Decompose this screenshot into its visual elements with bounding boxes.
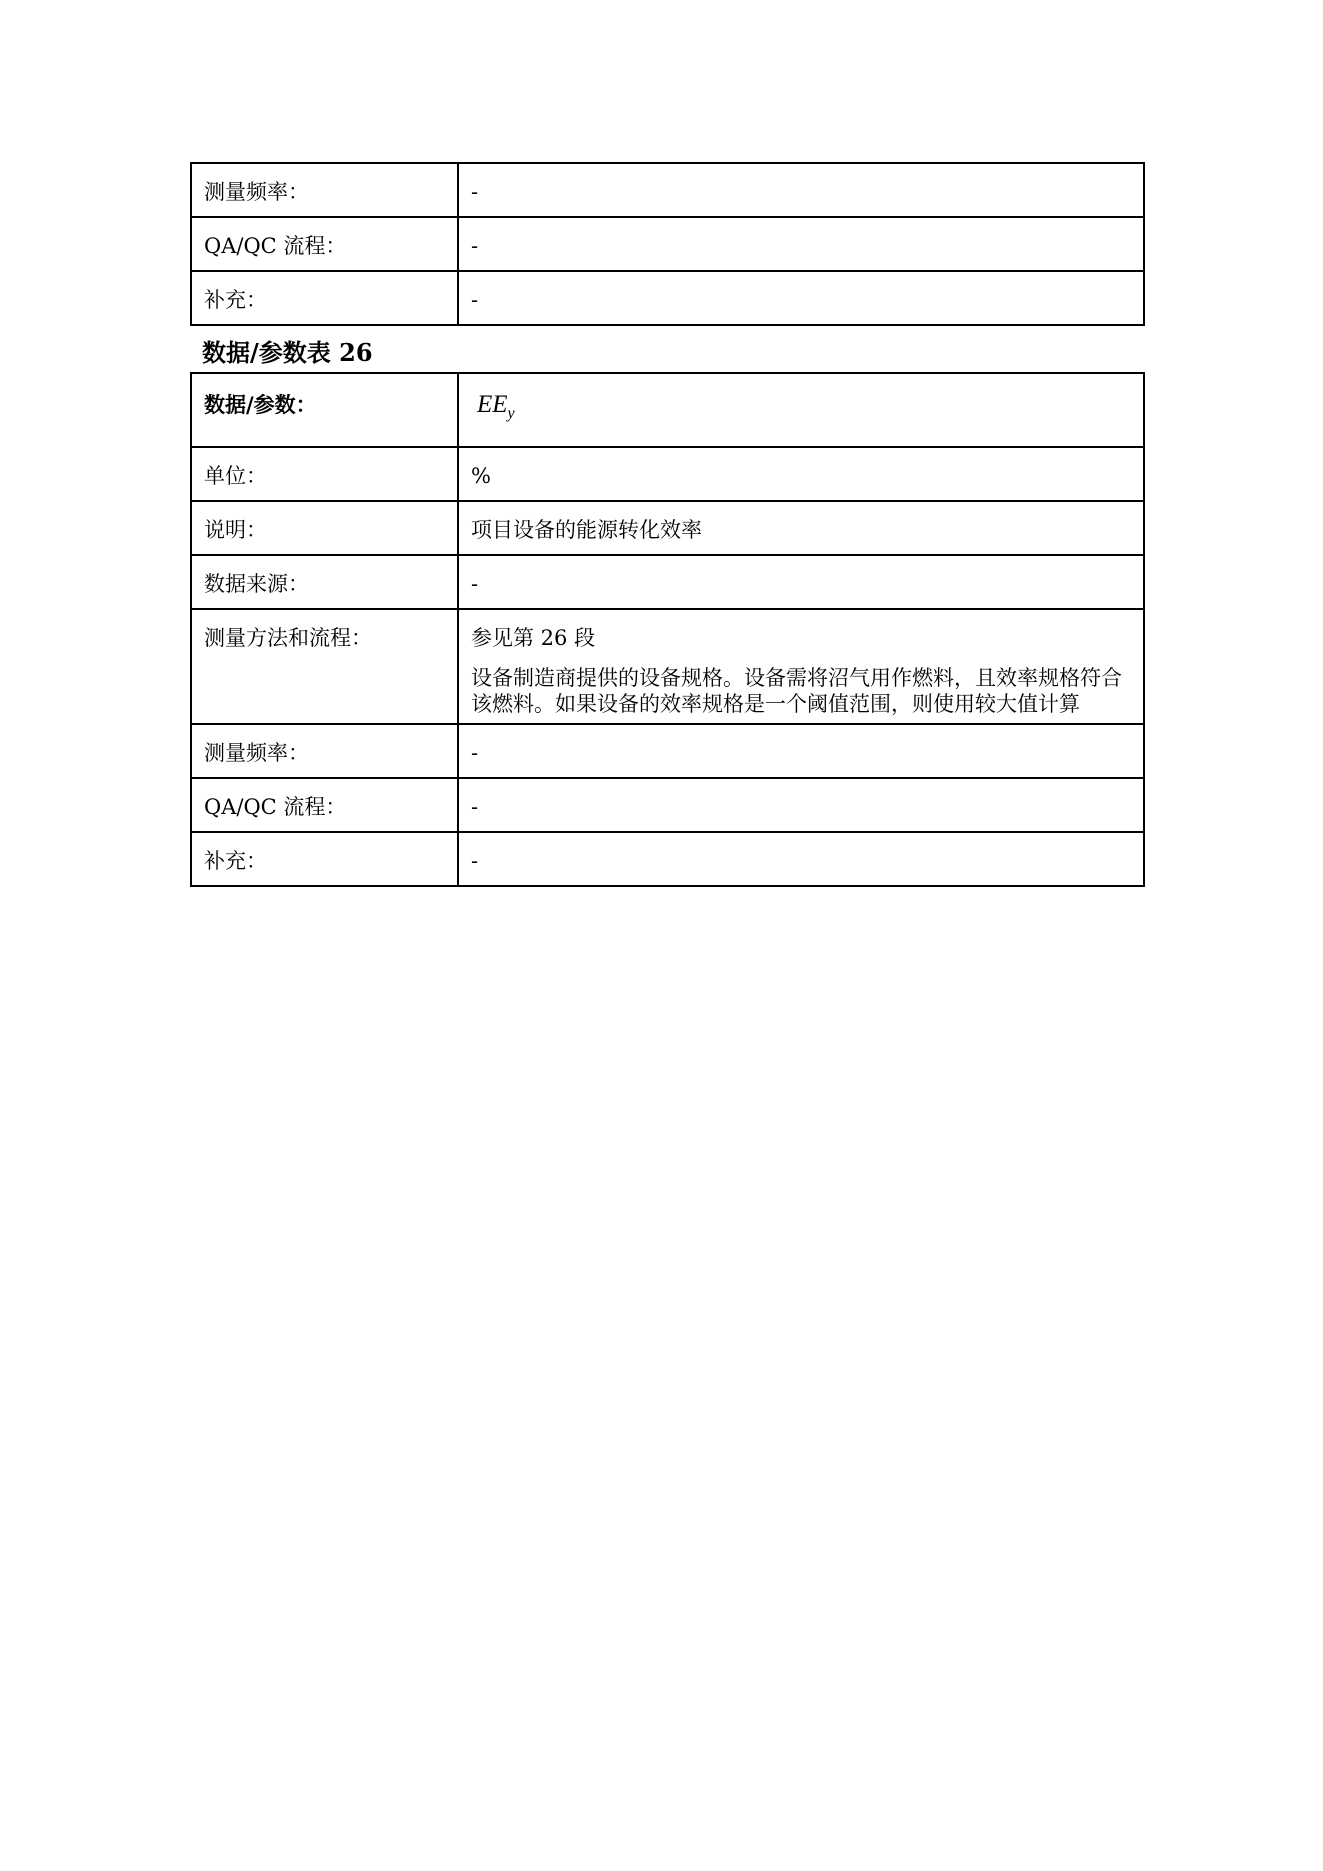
- table-row: [191, 447, 1144, 501]
- row-label: QA/QC 流程：: [191, 217, 458, 271]
- description-label: 说明：: [191, 501, 458, 555]
- description-value: 项目设备的能源转化效率: [458, 501, 1144, 555]
- source-value: -: [458, 555, 1144, 609]
- source-label: 数据来源：: [191, 555, 458, 609]
- qaqc-value: -: [458, 778, 1144, 832]
- row-label: 补充：: [191, 271, 458, 325]
- frequency-value: -: [458, 724, 1144, 778]
- table-row: [191, 373, 1144, 447]
- param-symbol: [471, 391, 515, 422]
- param-symbol-subscript: y: [507, 405, 515, 422]
- table-row: [191, 609, 1144, 724]
- supplement-value: -: [458, 832, 1144, 886]
- row-value: -: [458, 163, 1144, 217]
- row-value: -: [458, 271, 1144, 325]
- param-symbol-cell: [458, 373, 1144, 447]
- qaqc-label: QA/QC 流程：: [191, 778, 458, 832]
- unit-label: 单位：: [191, 447, 458, 501]
- method-value: [458, 609, 1144, 724]
- supplement-label: 补充：: [191, 832, 458, 886]
- document-page: [190, 162, 1145, 887]
- row-value: -: [458, 217, 1144, 271]
- param-symbol-base: EE: [477, 391, 508, 418]
- table-row: [191, 555, 1144, 609]
- method-paragraph: 参见第 26 段: [471, 626, 596, 650]
- table-row: [191, 163, 1144, 217]
- table-row: [191, 271, 1144, 325]
- table-row: [191, 832, 1144, 886]
- method-paragraph: 设备制造商提供的设备规格。设备需将沼气用作燃料，且效率规格符合该燃料。如果设备的效率规格是一个阈值范围，则使用较大值计算: [471, 666, 1122, 716]
- table-row: [191, 778, 1144, 832]
- section-heading: 数据/参数表 26: [202, 338, 373, 367]
- param-label: 数据/参数：: [191, 373, 458, 447]
- table-row: [191, 724, 1144, 778]
- row-label: 测量频率：: [191, 163, 458, 217]
- table-row: [191, 217, 1144, 271]
- parameter-table-continued: [190, 162, 1145, 326]
- parameter-table-26: [190, 372, 1145, 887]
- method-label: 测量方法和流程：: [191, 609, 458, 724]
- unit-value: %: [458, 447, 1144, 501]
- frequency-label: 测量频率：: [191, 724, 458, 778]
- table-row: [191, 501, 1144, 555]
